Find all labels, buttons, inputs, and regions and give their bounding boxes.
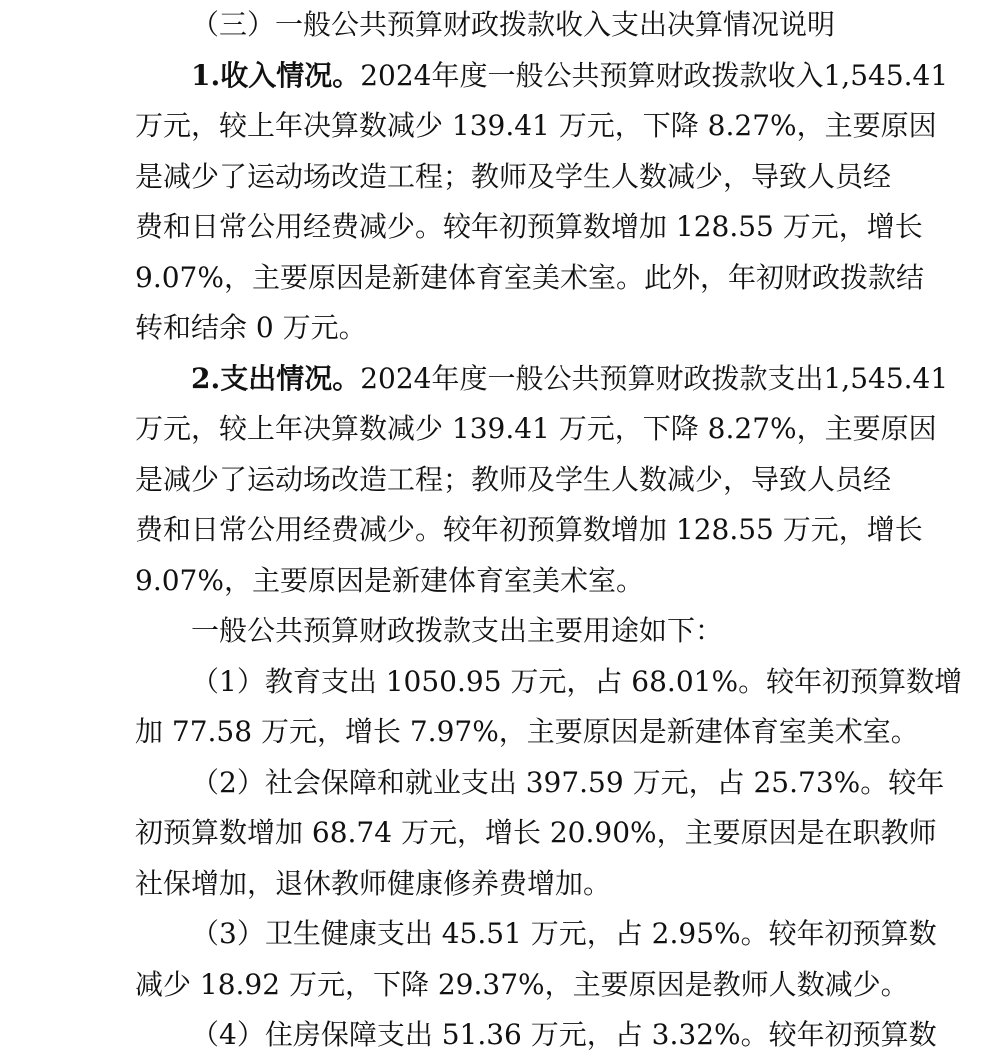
expenditure-paragraph-line: 费和日常公用经费减少。较年初预算数增加 128.55 万元，增长 [135, 513, 923, 546]
expenditure-paragraph-line: 是减少了运动场改造工程；教师及学生人数减少，导致人员经 [135, 462, 892, 496]
income-label: 1.收入情况。 [191, 58, 361, 92]
item-3-line: （3）卫生健康支出 45.51 万元，占 2.95%。较年初预算数 [191, 917, 937, 950]
uses-intro: 一般公共预算财政拨款支出主要用途如下： [191, 614, 724, 647]
item-1-line: （1）教育支出 1050.95 万元，占 68.01%。较年初预算数增 [191, 664, 963, 698]
expenditure-paragraph-line: 9.07%，主要原因是新建体育室美术室。 [135, 563, 644, 597]
income-text: 2024年度一般公共预算财政拨款收入1,545.41 [360, 58, 949, 92]
item-2-line: 初预算数增加 68.74 万元，增长 20.90%，主要原因是在职教师 [135, 816, 937, 849]
item-2-line: （2）社会保障和就业支出 397.59 万元，占 25.73%。较年 [191, 765, 945, 799]
income-paragraph-line: 万元，较上年决算数减少 139.41 万元，下降 8.27%，主要原因 [135, 109, 937, 142]
expenditure-text: 2024年度一般公共预算财政拨款支出1,545.41 [360, 361, 949, 395]
item-3-line: 减少 18.92 万元，下降 29.37%，主要原因是教师人数减少。 [135, 967, 909, 1001]
item-2-line: 社保增加，退休教师健康修养费增加。 [135, 866, 612, 900]
item-4-line: （4）住房保障支出 51.36 万元，占 3.32%。较年初预算数 [191, 1018, 937, 1051]
income-paragraph-line: 转和结余 0 万元。 [135, 311, 367, 344]
item-1-line: 加 77.58 万元，增长 7.97%，主要原因是新建体育室美术室。 [135, 715, 919, 748]
document-page [135, 0, 963, 1061]
expenditure-label: 2.支出情况。 [191, 361, 361, 395]
income-paragraph-line: 费和日常公用经费减少。较年初预算数增加 128.55 万元，增长 [135, 210, 923, 243]
income-paragraph-line: 是减少了运动场改造工程；教师及学生人数减少，导致人员经 [135, 159, 892, 193]
expenditure-paragraph-line-1 [135, 354, 949, 405]
section-title: （三）一般公共预算财政拨款收入支出决算情况说明 [191, 8, 836, 41]
income-paragraph-line: 9.07%，主要原因是新建体育室美术室。此外，年初财政拨款结 [135, 260, 924, 294]
income-paragraph-line-1 [135, 51, 949, 102]
expenditure-paragraph-line: 万元，较上年决算数减少 139.41 万元，下降 8.27%，主要原因 [135, 412, 937, 445]
